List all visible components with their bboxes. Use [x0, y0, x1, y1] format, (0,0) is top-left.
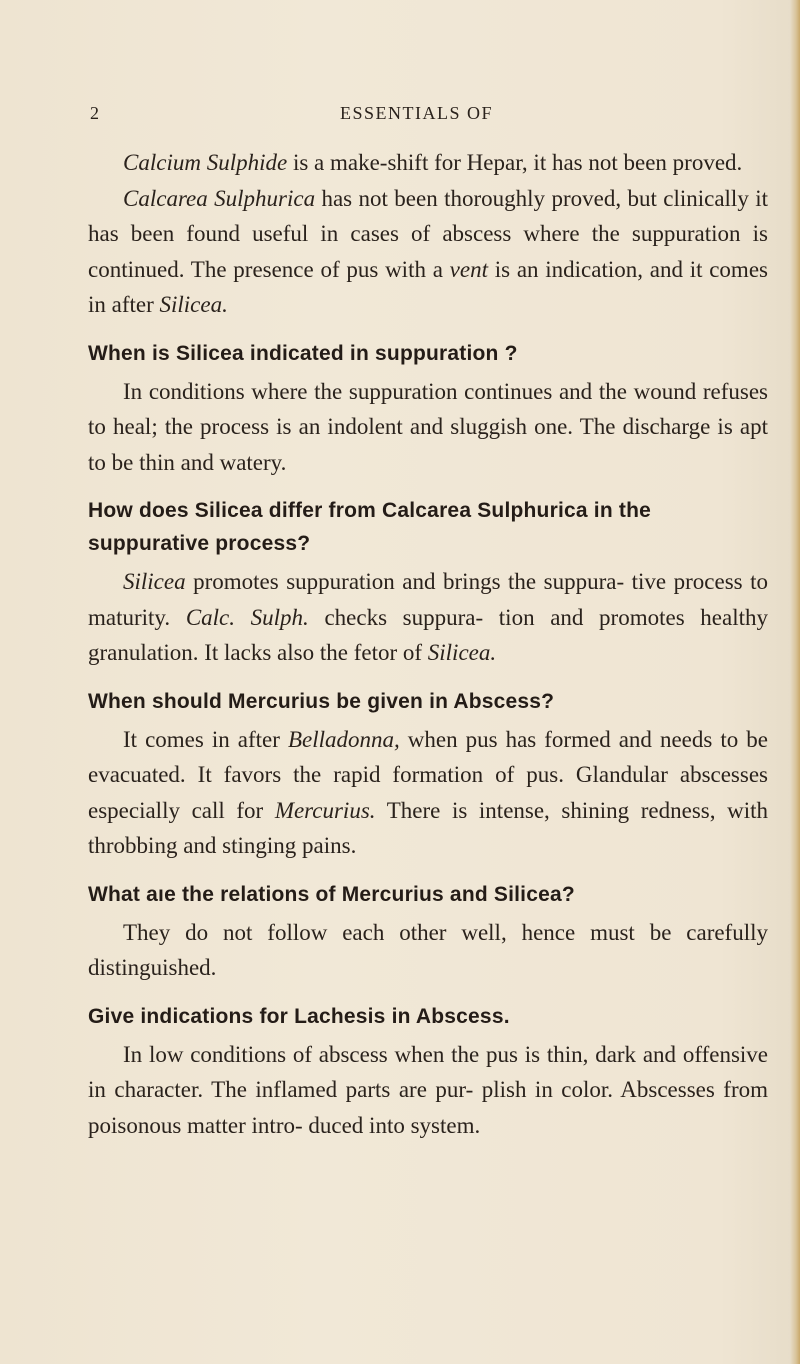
text-segment: vent	[449, 256, 488, 282]
text-segment: Mercurius.	[274, 797, 376, 823]
text-segment: Calc. Sulph.	[185, 604, 309, 630]
text-segment: They do not follow each other well, hence must be carefully distinguished.	[88, 919, 768, 980]
text-segment: Silicea	[123, 569, 186, 594]
text-segment: Silicea.	[159, 292, 228, 317]
question-text: How does Silicea differ from Calcarea Sulphurica in the suppurative process?	[88, 499, 651, 555]
answer-paragraph	[88, 1037, 768, 1144]
text-segment: It comes in after	[123, 726, 288, 752]
question-heading	[88, 494, 768, 560]
answer-paragraph	[88, 722, 768, 864]
running-head: ESSENTIALS OF	[340, 103, 494, 123]
text-segment: when pus has formed and needs to be evacuated. It favors the rapid formation of pus. Glandular abscesses especially call for	[88, 726, 768, 823]
text-segment: has not been thoroughly proved, but clinically it has been found useful in cases of abscess where the suppuration is continued. The presence of pus with a	[88, 185, 768, 282]
text-segment: Calcium Sulphide	[123, 150, 288, 175]
question-heading: Give indications for Lachesis in Abscess.	[88, 1004, 510, 1028]
text-segment: Silicea.	[427, 640, 497, 665]
text-segment: is a make-shift for Hepar, it has not been proved.	[287, 150, 743, 175]
paragraph-calcium-sulphide	[88, 145, 768, 181]
text-segment: There is intense, shining redness, with throbbing and stinging pains.	[88, 797, 768, 858]
paragraph-calcarea-sulphurica	[88, 181, 768, 323]
answer-paragraph	[88, 374, 768, 481]
text-segment: In conditions where the suppuration continues and the wound refuses to heal; the process is an indolent and sluggish one. The discharge is apt to be thin and watery.	[88, 378, 768, 475]
answer-paragraph	[88, 915, 768, 986]
text-segment: In low conditions of abscess when the pus is thin, dark and offensive in character. The inflamed parts are pur- plish in color. Abscesses from poisonous matter intro- duced into system.	[88, 1041, 768, 1138]
text-segment: promotes suppuration and brings the suppura- tive process to maturity.	[88, 569, 768, 630]
text-segment: checks suppura- tion and promotes healthy granulation. It lacks also the fetor of	[88, 604, 768, 665]
question-heading: When should Mercurius be given in Abscess?	[88, 689, 555, 713]
question-heading: When is Silicea indicated in suppuration ?	[88, 341, 518, 365]
text-segment: Belladonna,	[287, 726, 400, 752]
text-segment: is an indication, and it comes in after	[88, 256, 768, 317]
page-edge	[790, 0, 800, 1364]
answer-paragraph	[88, 564, 768, 671]
text-segment: Calcarea Sulphurica	[123, 185, 316, 211]
question-heading: What aıe the relations of Mercurius and Silicea?	[88, 882, 575, 906]
page-header	[80, 103, 780, 133]
page-body	[88, 145, 768, 1143]
page-number: 2	[90, 103, 101, 123]
